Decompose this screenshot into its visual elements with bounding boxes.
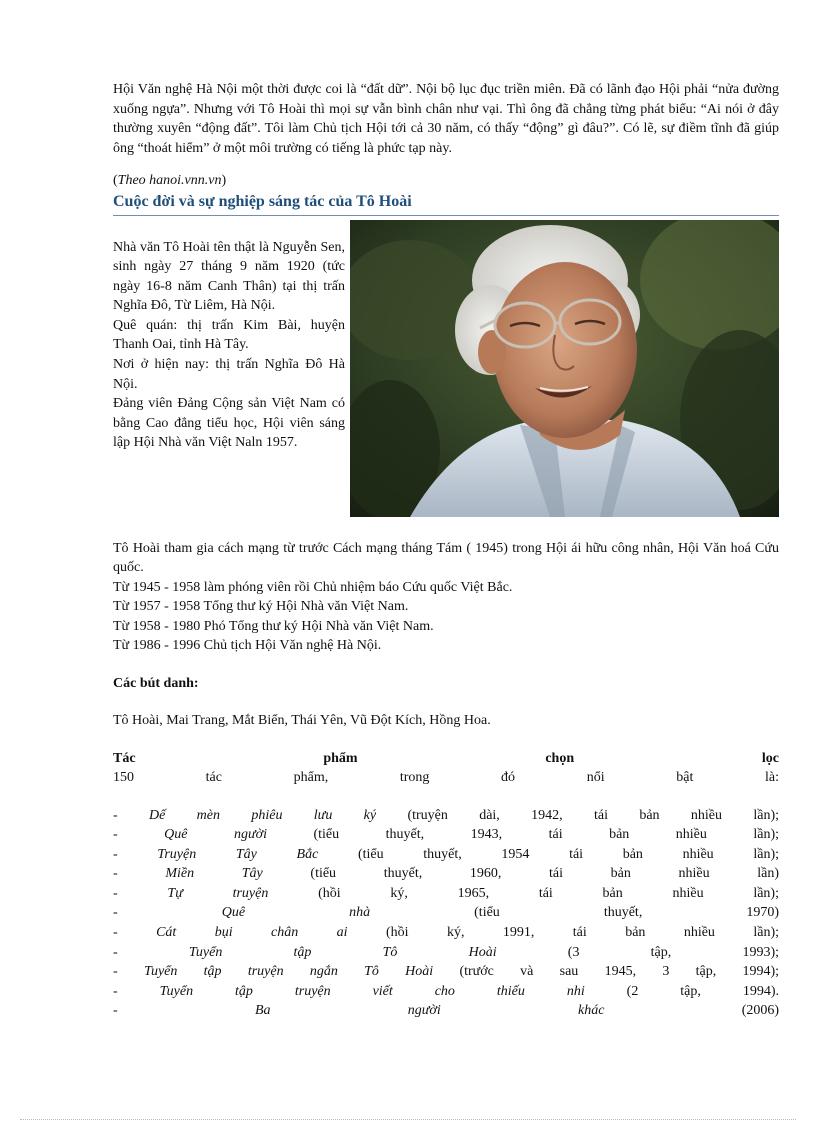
work-note: (truyện dài, 1942, tái bản nhiều lần); — [407, 807, 779, 823]
work-title: Miền Tây — [165, 866, 263, 882]
work-item: - Tuyển tập Tô Hoài (3 tập, 1993); — [113, 944, 780, 960]
document-body — [113, 80, 779, 1021]
work-title: Tuyển tập truyện ngắn Tô Hoài — [143, 964, 434, 980]
career-line: Từ 1986 - 1996 Chủ tịch Hội Văn nghệ Hà Nội. — [113, 638, 382, 653]
work-item: - Quê nhà (tiểu thuyết, 1970) — [113, 905, 780, 921]
work-item: - Miền Tây (tiểu thuyết, 1960, tái bản nhiều lần) — [113, 866, 780, 882]
source-open: ( — [113, 173, 118, 188]
works-title: Tác phẩm chọn lọc — [113, 750, 779, 766]
work-note: (tiểu thuyết, 1970) — [474, 905, 780, 921]
bio-line: Nơi ở hiện nay: thị trấn Nghĩa Đô Hà Nội. — [113, 357, 345, 392]
page-bottom-divider — [20, 1119, 796, 1120]
work-item: - Quê người (tiểu thuyết, 1943, tái bản nhiều lần); — [113, 827, 780, 843]
career-line: Từ 1958 - 1980 Phó Tổng thư ký Hội Nhà văn Việt Nam. — [113, 618, 434, 634]
work-item: - Dế mèn phiêu lưu ký (truyện dài, 1942, tái bản nhiều lần); — [113, 807, 779, 823]
work-note: (tiểu thuyết, 1943, tái bản nhiều lần); — [313, 827, 780, 843]
works-list — [113, 806, 779, 1022]
work-item: - Truyện Tây Bắc (tiểu thuyết, 1954 tái bản nhiều lần); — [113, 846, 779, 862]
author-portrait-photo — [350, 220, 779, 517]
bio-line: Đảng viên Đảng Cộng sản Việt Nam có bằng Cao đẳng tiểu học, Hội viên sáng lập Hội Nhà văn Việt Naln 1957. — [113, 396, 345, 451]
work-title: Dế mèn phiêu lưu ký — [149, 807, 377, 823]
works-subtitle: 150 tác phẩm, trong đó nổi bật là: — [113, 770, 779, 785]
pen-names: Tô Hoài, Mai Trang, Mắt Biển, Thái Yên, Vũ Đột Kích, Hồng Hoa. — [113, 713, 491, 728]
work-title: Cát bụi chân ai — [156, 925, 348, 941]
career-line: Từ 1945 - 1958 làm phóng viên rồi Chủ nhiệm báo Cứu quốc Việt Bắc. — [113, 579, 513, 595]
career-section — [113, 539, 779, 656]
source-close: ) — [221, 173, 227, 188]
bio-text — [113, 238, 345, 454]
pen-names-title: Các bút danh: — [113, 675, 199, 691]
work-item: - Ba người khác (2006) — [113, 1003, 780, 1019]
work-note: (hồi ký, 1965, tái bản nhiều lần); — [318, 885, 779, 901]
work-note: (3 tập, 1993); — [567, 944, 780, 960]
work-note: (2 tập, 1994). — [626, 983, 779, 999]
work-title: Truyện Tây Bắc — [157, 846, 319, 862]
work-title: Tự truyện — [167, 885, 269, 901]
bio-block — [113, 216, 779, 516]
intro-paragraph: Hội Văn nghệ Hà Nội một thời được coi là “đất dữ”. Nội bộ lục đục triền miên. Đã có lãnh đạo Hội phải “nửa đường xuống ngựa”. Nhưng với Tô Hoài thì mọi sự vẫn bình chân như vại. Thì ông đã chẳng từng phát biểu: “Ai nói ở đây thường xuyên “động đất”. Tôi làm Chủ tịch Hội tới cả 30 năm, có thấy “động” gì đâu?”. Có lẽ, sự điềm tĩnh đã giúp ông “thoát hiểm” ở một môi trường có tiếng là phức tạp này. — [113, 82, 779, 156]
work-title: Ba người khác — [254, 1003, 605, 1019]
work-note: (tiểu thuyết, 1960, tái bản nhiều lần) — [310, 866, 780, 882]
work-title: Tuyển tập truyện viết cho thiếu nhi — [159, 983, 585, 999]
source-citation — [113, 171, 779, 191]
source-name: Theo hanoi.vnn.vn — [117, 173, 222, 188]
work-note: (2006) — [741, 1003, 780, 1019]
work-title: Quê nhà — [221, 905, 371, 921]
work-note: (tiểu thuyết, 1954 tái bản nhiều lần); — [357, 846, 779, 862]
work-item: - Tuyển tập truyện ngắn Tô Hoài (trước và sau 1945, 3 tập, 1994); — [113, 964, 780, 980]
bio-line: Quê quán: thị trấn Kim Bài, huyện Thanh Oai, tỉnh Hà Tây. — [113, 317, 345, 353]
work-item: - Cát bụi chân ai (hồi ký, 1991, tái bản nhiều lần); — [113, 925, 779, 941]
career-line: Từ 1957 - 1958 Tổng thư ký Hội Nhà văn Việt Nam. — [113, 599, 409, 614]
work-item: - Tự truyện (hồi ký, 1965, tái bản nhiều lần); — [113, 885, 779, 901]
work-note: (hồi ký, 1991, tái bản nhiều lần); — [385, 925, 779, 941]
bio-line: Nhà văn Tô Hoài tên thật là Nguyễn Sen, sinh ngày 27 tháng 9 năm 1920 (tức ngày 16-8 năm Canh Thân) tại thị trấn Nghĩa Đô, Từ Liêm, Hà Nội. — [113, 239, 345, 314]
portrait-image — [350, 220, 779, 517]
career-intro: Tô Hoài tham gia cách mạng từ trước Cách mạng tháng Tám ( 1945) trong Hội ái hữu công nhân, Hội Văn hoá Cứu quốc. — [113, 540, 779, 575]
section-heading: Cuộc đời và sự nghiệp sáng tác của Tô Hoài — [113, 192, 412, 210]
work-note: (trước và sau 1945, 3 tập, 1994); — [459, 964, 780, 980]
work-title: Tuyển tập Tô Hoài — [188, 944, 497, 960]
work-item: - Tuyển tập truyện viết cho thiếu nhi (2 tập, 1994). — [113, 983, 779, 999]
work-title: Quê người — [164, 827, 267, 843]
